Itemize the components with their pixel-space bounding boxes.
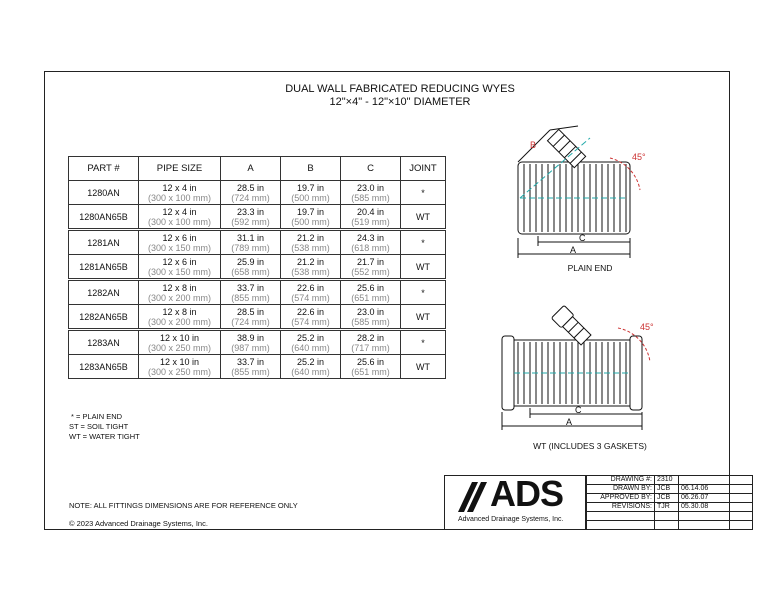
cell-joint: * [401, 181, 446, 205]
reference-note: NOTE: ALL FITTINGS DIMENSIONS ARE FOR REFERENCE ONLY [69, 501, 298, 510]
cell-a-in: 33.7 in [236, 282, 265, 293]
cell-size-mm: (300 x 150 mm) [147, 266, 212, 277]
cell-a-mm: (724 mm) [231, 316, 270, 327]
cell-c-in: 25.6 in [356, 356, 385, 367]
cell-c [341, 230, 401, 255]
cell-a-mm: (855 mm) [231, 366, 270, 377]
cell-b-mm: (538 mm) [291, 266, 330, 277]
cell-size-mm: (300 x 100 mm) [147, 216, 212, 227]
cell-joint: WT [401, 255, 446, 280]
cell-size-in: 12 x 6 in [162, 232, 197, 243]
cell-size [139, 181, 221, 205]
title-block-label [587, 521, 655, 530]
title-block-row [587, 512, 753, 521]
title-block-label: APPROVED BY: [587, 494, 655, 503]
title-line-1: DUAL WALL FABRICATED REDUCING WYES [285, 83, 515, 95]
wt-drawing [490, 300, 680, 440]
title-block-v2: 05.30.08 [679, 503, 753, 512]
cell-b-in: 22.6 in [296, 306, 325, 317]
table-row [69, 230, 446, 255]
cell-a [221, 255, 281, 280]
cell-c-mm: (585 mm) [351, 192, 390, 203]
cell-size [139, 205, 221, 230]
cell-a [221, 330, 281, 355]
legend [69, 412, 140, 442]
title-block-row [587, 476, 753, 485]
table-row [69, 330, 446, 355]
cell-b-mm: (500 mm) [291, 216, 330, 227]
title-block-v1: TJR [655, 503, 679, 512]
col-header-1: PIPE SIZE [139, 157, 221, 181]
legend-water-tight: WT = WATER TIGHT [69, 432, 140, 441]
title-block-v2 [679, 512, 753, 521]
cell-c [341, 181, 401, 205]
title-block-v2 [679, 521, 753, 530]
cell-a-in: 38.9 in [236, 332, 265, 343]
cell-b-in: 25.2 in [296, 356, 325, 367]
cell-a-mm: (724 mm) [231, 192, 270, 203]
cell-b [281, 280, 341, 305]
cell-b-mm: (538 mm) [291, 242, 330, 253]
cell-joint: * [401, 330, 446, 355]
cell-c-in: 24.3 in [356, 232, 385, 243]
title-block-table [586, 475, 753, 530]
cell-a-in: 33.7 in [236, 356, 265, 367]
cell-joint: * [401, 280, 446, 305]
cell-b-in: 19.7 in [296, 182, 325, 193]
title-block-v2: 06.14.06 [679, 485, 753, 494]
cell-size [139, 330, 221, 355]
cell-joint: WT [401, 205, 446, 230]
cell-a-in: 28.5 in [236, 306, 265, 317]
drawing-title [44, 83, 756, 109]
cell-c-in: 28.2 in [356, 332, 385, 343]
cell-a [221, 181, 281, 205]
cell-b [281, 355, 341, 379]
cell-a-in: 28.5 in [236, 182, 265, 193]
cell-b-in: 19.7 in [296, 206, 325, 217]
cell-a-mm: (658 mm) [231, 266, 270, 277]
cell-c [341, 305, 401, 330]
col-header-0: PART # [69, 157, 139, 181]
title-block-label [587, 512, 655, 521]
cell-b-mm: (640 mm) [291, 366, 330, 377]
col-header-2: A [221, 157, 281, 181]
table-row [69, 305, 446, 330]
cell-part: 1282AN [69, 280, 139, 305]
cell-part: 1281AN65B [69, 255, 139, 280]
cell-joint: WT [401, 305, 446, 330]
title-block-label: DRAWN BY: [587, 485, 655, 494]
cell-c [341, 355, 401, 379]
title-block-row [587, 521, 753, 530]
title-line-2: 12"×4" - 12"×10" DIAMETER [329, 96, 471, 108]
plain-dim-b: B [530, 140, 537, 150]
cell-size-in: 12 x 8 in [162, 306, 197, 317]
ads-logo [444, 475, 586, 530]
plain-dim-a: A [570, 245, 577, 255]
title-block-label: DRAWING #: [587, 476, 655, 485]
plain-dim-c: C [579, 233, 586, 243]
cell-b-in: 21.2 in [296, 232, 325, 243]
title-block-row [587, 494, 753, 503]
copyright: © 2023 Advanced Drainage Systems, Inc. [69, 519, 208, 528]
plain-angle: 45° [632, 152, 646, 162]
cell-c [341, 330, 401, 355]
cell-part: 1283AN65B [69, 355, 139, 379]
col-header-4: C [341, 157, 401, 181]
cell-c [341, 255, 401, 280]
wt-dim-a: A [566, 417, 573, 427]
cell-size-in: 12 x 4 in [162, 182, 197, 193]
plain-end-label: PLAIN END [567, 263, 613, 273]
cell-size-mm: (300 x 200 mm) [147, 316, 212, 327]
cell-part: 1282AN65B [69, 305, 139, 330]
cell-part: 1281AN [69, 230, 139, 255]
cell-a [221, 205, 281, 230]
cell-a-mm: (855 mm) [231, 292, 270, 303]
ads-logo-text: ADS [490, 473, 564, 514]
cell-b-in: 25.2 in [296, 332, 325, 343]
title-block-row [587, 485, 753, 494]
cell-a-in: 25.9 in [236, 256, 265, 267]
cell-b-in: 22.6 in [296, 282, 325, 293]
col-header-5: JOINT [401, 157, 446, 181]
cell-a [221, 280, 281, 305]
cell-b [281, 330, 341, 355]
cell-a [221, 305, 281, 330]
cell-size [139, 305, 221, 330]
cell-size-in: 12 x 4 in [162, 206, 197, 217]
legend-soil-tight: ST = SOIL TIGHT [69, 422, 129, 431]
title-block-v2: 06.26.07 [679, 494, 753, 503]
cell-size [139, 280, 221, 305]
table-row [69, 181, 446, 205]
cell-joint: * [401, 230, 446, 255]
cell-part: 1280AN65B [69, 205, 139, 230]
cell-size-mm: (300 x 100 mm) [147, 192, 212, 203]
title-block-v1 [655, 521, 679, 530]
cell-b-in: 21.2 in [296, 256, 325, 267]
cell-b-mm: (574 mm) [291, 292, 330, 303]
table-row [69, 205, 446, 230]
cell-size-mm: (300 x 250 mm) [147, 366, 212, 377]
title-block-v1 [655, 512, 679, 521]
title-block-v1: JCB [655, 494, 679, 503]
cell-size-mm: (300 x 250 mm) [147, 342, 212, 353]
cell-joint: WT [401, 355, 446, 379]
cell-b [281, 181, 341, 205]
table-row [69, 280, 446, 305]
cell-size-in: 12 x 8 in [162, 282, 197, 293]
cell-c-in: 20.4 in [356, 206, 385, 217]
cell-a-mm: (789 mm) [231, 242, 270, 253]
table-row [69, 355, 446, 379]
title-block-v1: JCB [655, 485, 679, 494]
cell-a-mm: (987 mm) [231, 342, 270, 353]
cell-b-mm: (500 mm) [291, 192, 330, 203]
plain-end-drawing [490, 118, 680, 268]
cell-b-mm: (640 mm) [291, 342, 330, 353]
cell-size-in: 12 x 10 in [159, 356, 200, 367]
wt-dim-c: C [575, 405, 582, 415]
dimensions-table [68, 156, 446, 379]
wt-angle: 45° [640, 322, 654, 332]
ads-logo-caption: Advanced Drainage Systems, Inc. [458, 516, 564, 523]
cell-c [341, 280, 401, 305]
cell-b [281, 205, 341, 230]
cell-c-mm: (717 mm) [351, 342, 390, 353]
table-row [69, 255, 446, 280]
title-block-label: REVISIONS: [587, 503, 655, 512]
cell-size-in: 12 x 6 in [162, 256, 197, 267]
cell-c-mm: (552 mm) [351, 266, 390, 277]
cell-c-in: 23.0 in [356, 306, 385, 317]
cell-b [281, 230, 341, 255]
cell-b [281, 255, 341, 280]
cell-size [139, 355, 221, 379]
cell-c-in: 21.7 in [356, 256, 385, 267]
cell-size-mm: (300 x 200 mm) [147, 292, 212, 303]
cell-a-mm: (592 mm) [231, 216, 270, 227]
cell-c-mm: (519 mm) [351, 216, 390, 227]
cell-size-in: 12 x 10 in [159, 332, 200, 343]
cell-part: 1283AN [69, 330, 139, 355]
col-header-3: B [281, 157, 341, 181]
cell-c-mm: (618 mm) [351, 242, 390, 253]
cell-c-in: 23.0 in [356, 182, 385, 193]
cell-b-mm: (574 mm) [291, 316, 330, 327]
cell-part: 1280AN [69, 181, 139, 205]
cell-a [221, 355, 281, 379]
cell-a [221, 230, 281, 255]
cell-a-in: 23.3 in [236, 206, 265, 217]
cell-c-mm: (651 mm) [351, 366, 390, 377]
cell-size [139, 230, 221, 255]
title-block-v2 [679, 476, 753, 485]
cell-c [341, 205, 401, 230]
cell-size [139, 255, 221, 280]
cell-b [281, 305, 341, 330]
cell-c-in: 25.6 in [356, 282, 385, 293]
cell-c-mm: (585 mm) [351, 316, 390, 327]
cell-c-mm: (651 mm) [351, 292, 390, 303]
legend-plain-end: * = PLAIN END [71, 412, 123, 421]
title-block-row [587, 503, 753, 512]
cell-size-mm: (300 x 150 mm) [147, 242, 212, 253]
title-block-v1: 2310 [655, 476, 679, 485]
wt-label: WT (INCLUDES 3 GASKETS) [533, 441, 647, 451]
cell-a-in: 31.1 in [236, 232, 265, 243]
